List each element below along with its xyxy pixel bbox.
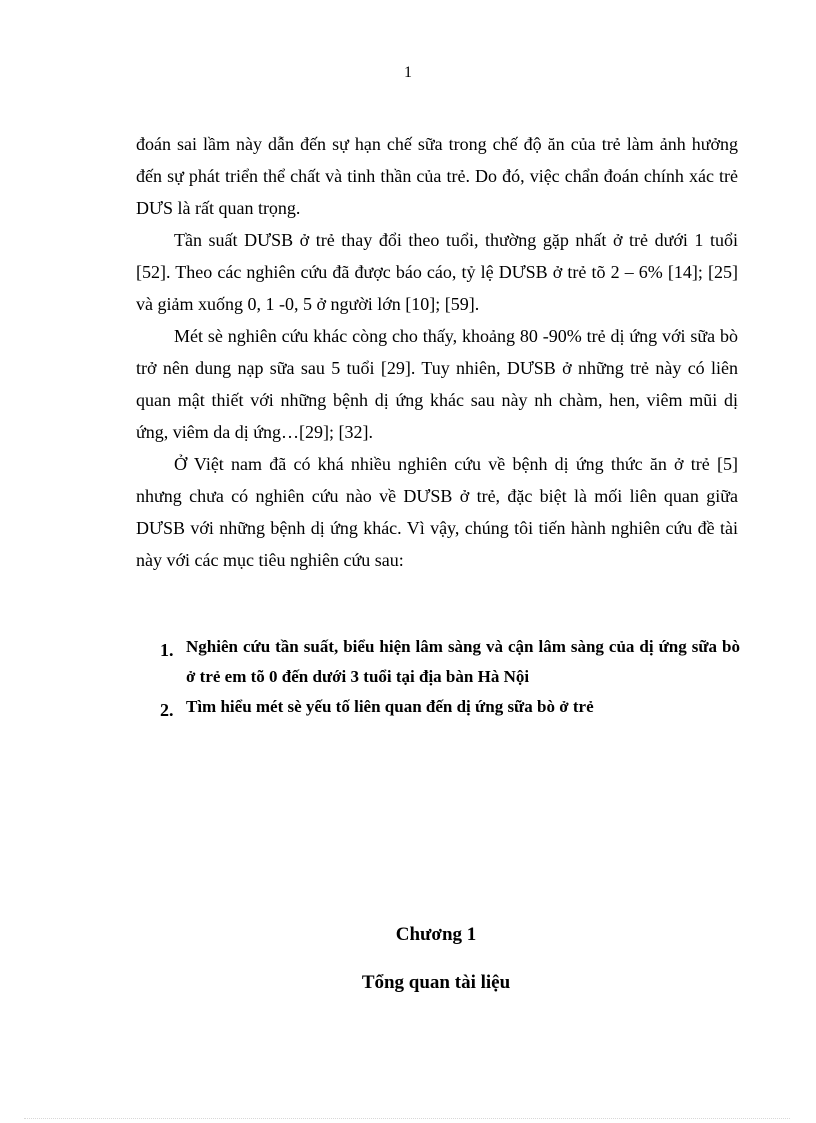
objective-item [160, 692, 740, 725]
objective-item [160, 632, 740, 692]
chapter-title-heading: Tổng quan tài liệu [361, 972, 511, 993]
body-text [136, 128, 738, 576]
objective-text: Tìm hiểu mét sè yếu tố liên quan đến dị ứng sữa bò ở trẻ [186, 697, 594, 716]
chapter-number-heading: Chương 1 [395, 924, 477, 945]
paragraph-tolerance: Mét sè nghiên cứu khác còng cho thấy, khoảng 80 -90% trẻ dị ứng với sữa bò trở nên dung nạp sữa sau 5 tuổi [29]. Tuy nhiên, DƯSB ở những trẻ này có liên quan mật thiết với những bệnh dị ứng khác sau này nh chàm, hen, viêm mũi dị ứng, viêm da dị ứng…[29]; [32]. [136, 326, 738, 442]
paragraph-vietnam-research: Ở Việt nam đã có khá nhiều nghiên cứu về bệnh dị ứng thức ăn ở trẻ [5] nhưng chưa có nghiên cứu nào về DƯSB ở trẻ, đặc biệt là mối liên quan giữa DƯSB với những bệnh dị ứng khác. Vì vậy, chúng tôi tiến hành nghiên cứu đề tài này với các mục tiêu nghiên cứu sau: [136, 454, 738, 570]
paragraph-frequency: Tần suất DƯSB ở trẻ thay đổi theo tuổi, thường gặp nhất ở trẻ dưới 1 tuổi [52]. Theo các nghiên cứu đã được báo cáo, tỷ lệ DƯSB ở trẻ tõ 2 – 6% [14]; [25] và giảm xuống 0, 1 -0, 5 ở người lớn [10]; [59]. [136, 230, 738, 314]
objective-text: Nghiên cứu tần suất, biểu hiện lâm sàng và cận lâm sàng của dị ứng sữa bò ở trẻ em tõ 0 đến dưới 3 tuổi tại địa bàn Hà Nội [186, 637, 740, 686]
page-number: 1 [404, 64, 412, 81]
page-bottom-divider [24, 1118, 790, 1119]
paragraph-continuation: đoán sai lầm này dẫn đến sự hạn chế sữa trong chế độ ăn của trẻ làm ảnh hưởng đến sự phát triển thể chất và tinh thần của trẻ. Do đó, việc chẩn đoán chính xác trẻ DƯS là rất quan trọng. [136, 134, 738, 218]
objective-number: 1. [160, 640, 174, 660]
research-objectives-list [160, 632, 740, 725]
objective-number: 2. [160, 700, 174, 720]
